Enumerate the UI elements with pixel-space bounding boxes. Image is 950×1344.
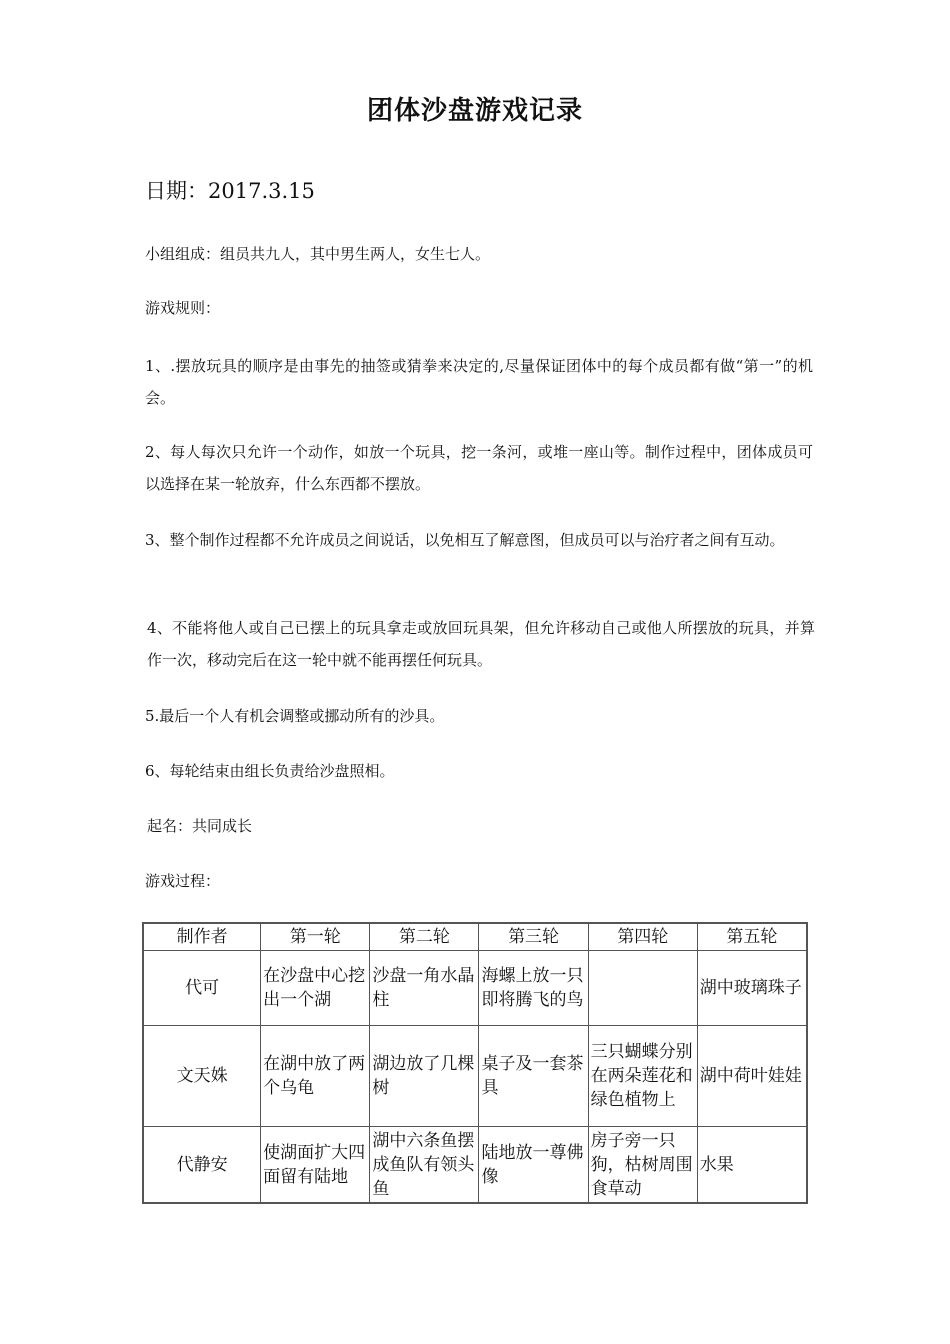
rules-heading: 游戏规则： — [145, 299, 221, 317]
maker-cell: 代可 — [143, 951, 261, 1026]
header-round-1: 第一轮 — [261, 923, 370, 951]
round-cell: 在沙盘中心挖出一个湖 — [261, 951, 370, 1026]
document-title: 团体沙盘游戏记录 — [366, 96, 583, 126]
rule-3: 3、整个制作过程都不允许成员之间说话，以免相互了解意图，但成员可以与治疗者之间有互动。 — [145, 531, 785, 549]
rule-1: 1、.摆放玩具的顺序是由事先的抽签或猜拳来决定的,尽量保证团体中的每个成员都有做“第一”的机会。 — [145, 357, 813, 407]
round-cell: 沙盘一角水晶柱 — [370, 951, 479, 1026]
process-table — [142, 922, 808, 1204]
table-row — [143, 951, 807, 1026]
header-round-3: 第三轮 — [479, 923, 588, 951]
naming: 起名：共同成长 — [147, 817, 253, 835]
table-row — [143, 1026, 807, 1127]
table-header-row — [143, 923, 807, 951]
round-cell: 房子旁一只狗，枯树周围食草动 — [588, 1127, 697, 1204]
rule-4: 4、不能将他人或自己已摆上的玩具拿走或放回玩具架，但允许移动自己或他人所摆放的玩具，并算作一次，移动完后在这一轮中就不能再摆任何玩具。 — [147, 619, 815, 669]
round-cell: 湖中玻璃珠子 — [697, 951, 807, 1026]
round-cell: 三只蝴蝶分别在两朵莲花和绿色植物上 — [588, 1026, 697, 1127]
maker-cell: 文天姝 — [143, 1026, 261, 1127]
round-cell: 桌子及一套茶具 — [479, 1026, 588, 1127]
round-cell: 海螺上放一只即将腾飞的鸟 — [479, 951, 588, 1026]
table-row — [143, 1127, 807, 1204]
group-composition: 小组组成：组员共九人，其中男生两人，女生七人。 — [145, 245, 491, 263]
process-heading: 游戏过程： — [145, 872, 221, 890]
header-round-5: 第五轮 — [697, 923, 807, 951]
round-cell: 陆地放一尊佛像 — [479, 1127, 588, 1204]
record-date: 日期：2017.3.15 — [145, 179, 315, 203]
header-maker: 制作者 — [143, 923, 261, 951]
maker-cell: 代静安 — [143, 1127, 261, 1204]
round-cell: 水果 — [697, 1127, 807, 1204]
rule-6: 6、每轮结束由组长负责给沙盘照相。 — [145, 762, 395, 780]
round-cell — [588, 951, 697, 1026]
round-cell: 使湖面扩大四面留有陆地 — [261, 1127, 370, 1204]
round-cell: 湖边放了几棵树 — [370, 1026, 479, 1127]
rule-2: 2、每人每次只允许一个动作，如放一个玩具，挖一条河，或堆一座山等。制作过程中，团体成员可以选择在某一轮放弃，什么东西都不摆放。 — [145, 443, 813, 493]
round-cell: 湖中荷叶娃娃 — [697, 1026, 807, 1127]
round-cell: 湖中六条鱼摆成鱼队有领头鱼 — [370, 1127, 479, 1204]
header-round-4: 第四轮 — [588, 923, 697, 951]
rule-5: 5.最后一个人有机会调整或挪动所有的沙具。 — [145, 707, 445, 725]
round-cell: 在湖中放了两个乌龟 — [261, 1026, 370, 1127]
header-round-2: 第二轮 — [370, 923, 479, 951]
